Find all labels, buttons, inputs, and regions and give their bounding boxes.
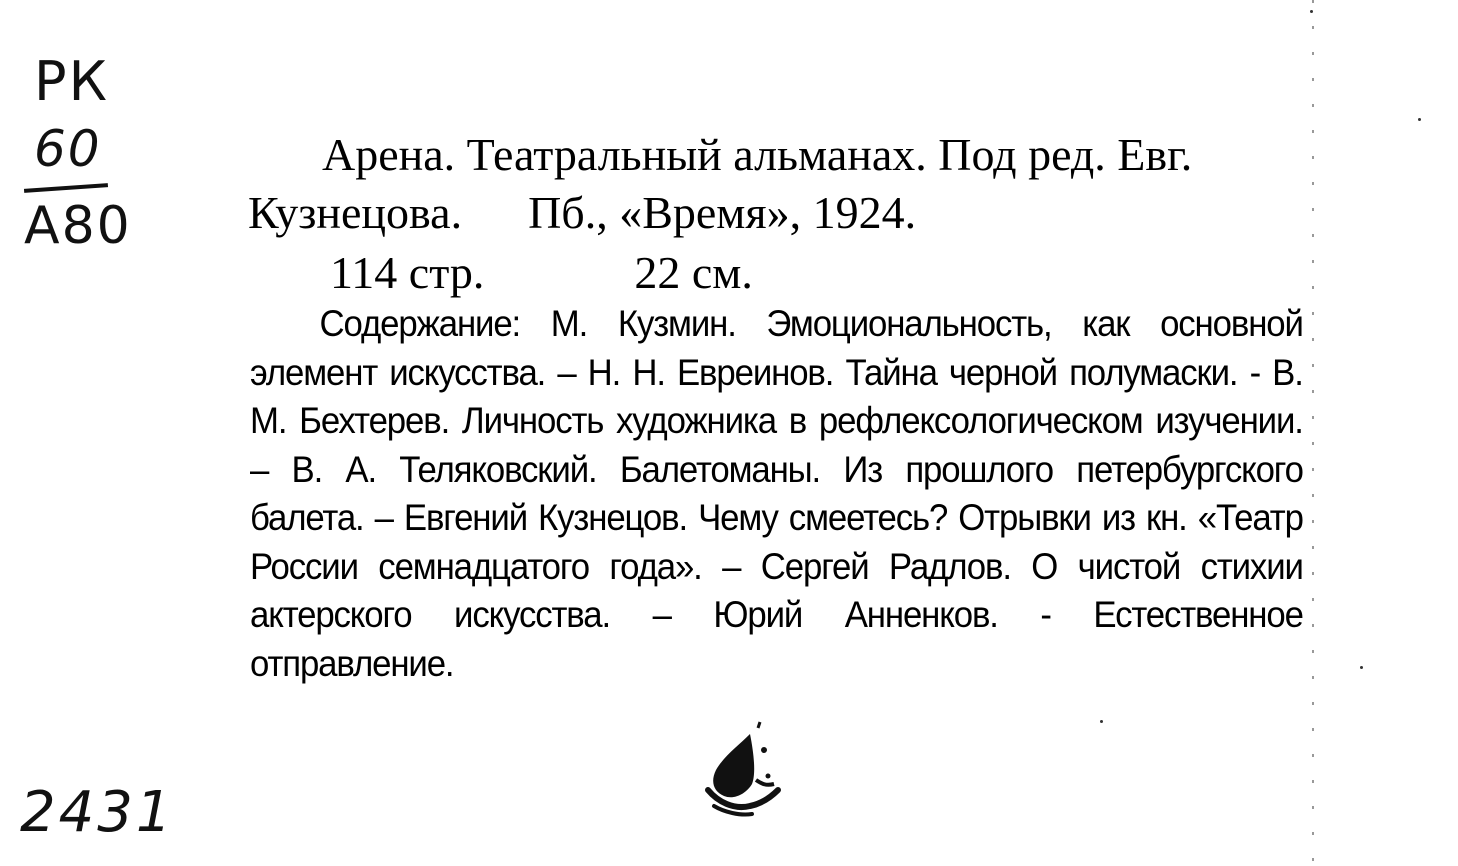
inventory-number: 2431 <box>20 780 175 845</box>
editor-name: Кузнецова. <box>248 187 463 238</box>
physical-description <box>330 246 753 299</box>
title-line: Арена. Театральный альманах. Под ред. Евг. <box>322 129 1193 180</box>
book-size: 22 см. <box>634 247 753 298</box>
shelfmark-divider <box>24 183 108 193</box>
contents-note: Содержание: М. Кузмин. Эмоциональность, как основной элемент искусства. – Н. Н. Евреинов. Тайна черной полумаски. - В. М. Бехтерев. Личность художника в рефлексологическом изучении. – В. А. Теляковский. Балетоманы. Из прошлого петербургского балета. – Евгений Кузнецов. Чему смеетесь? Отрывки из кн. «Театр России семнадцатого года». – Сергей Радлов. О чистой стихии актерского искусства. – Юрий Анненков. - Естественное отправление. <box>250 303 1303 684</box>
speck <box>1418 118 1421 121</box>
library-stamp-icon <box>694 720 790 824</box>
speck <box>1310 10 1313 13</box>
speck <box>1360 666 1363 669</box>
card-edge-dots <box>1312 0 1314 866</box>
speck <box>1100 720 1103 723</box>
shelfmark-bottom: А80 <box>24 196 132 256</box>
page-count: 114 стр. <box>330 247 485 298</box>
editor-publication-line <box>248 186 916 239</box>
publication-info: Пб., «Время», 1924. <box>528 187 917 238</box>
shelfmark-top: РК <box>34 50 109 113</box>
shelfmark-middle: 60 <box>34 120 102 178</box>
